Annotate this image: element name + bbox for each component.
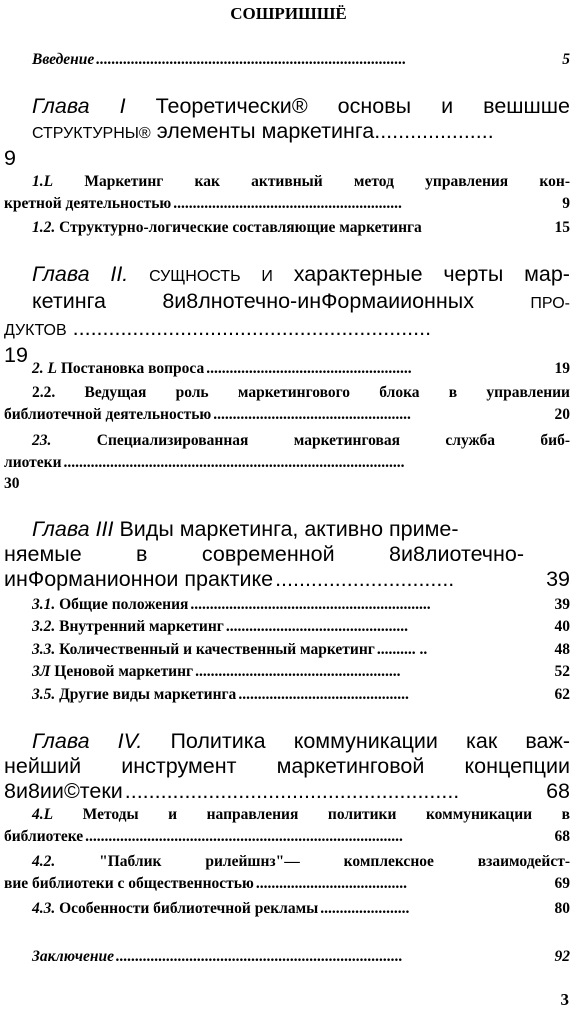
leader-dots: ..........................................................................: [116, 948, 403, 965]
chapter-page-number: 39: [546, 567, 570, 591]
section-line: 2.2. Ведущая роль маркетингового блока в управлении: [32, 384, 570, 401]
toc-page-number: 92: [554, 948, 570, 965]
leader-dots: ............................................: [238, 686, 409, 703]
toc-page-number: 30: [4, 475, 20, 492]
chapter-title-line: 8и8ии©теки ........................................................ 68: [4, 779, 570, 803]
toc-chapter-2: [4, 262, 570, 368]
leader-dots: ...................................................: [213, 405, 411, 423]
leader-dots: ...........................................................: [173, 194, 402, 212]
section-line: 4.L Методы и направления политики коммуникации в: [32, 806, 571, 823]
section-line: лиотеки ........................................................................................: [4, 452, 570, 474]
toc-section-4-2: [4, 851, 571, 894]
chapter-title-line: инФорманионнои практике .............................. 39: [4, 567, 570, 591]
toc-section-3-4: 3Л Ценовой маркетинг ..................................................... 52: [32, 661, 570, 683]
leader-dots: ..............................................................: [190, 596, 431, 613]
toc-section-3-3: 3.3. Количественный и качественный маркетинг .......... .. 48: [32, 639, 570, 661]
toc-entry-conclusion: [32, 946, 570, 968]
toc-page-number: 40: [554, 618, 570, 635]
toc-page-number: 69: [554, 874, 570, 892]
chapter-title-line: няемые в современной 8и8лиотечно-: [4, 542, 524, 566]
toc-page-number: 80: [554, 900, 570, 917]
leader-dots: .......... ..: [376, 641, 428, 658]
toc-section-1-2: 1.2. Структурно-логические составляющие маркетинга 15: [32, 217, 570, 239]
chapter-label: Глава III: [32, 517, 114, 541]
toc-chapter-3: [4, 517, 570, 592]
toc-entry-label: Заключение: [32, 948, 114, 965]
toc-entry-label: Введение: [32, 51, 95, 68]
toc-section-4-3: 4.3. Особенности библиотечной рекламы ....................... 80: [32, 898, 570, 920]
section-line: библиотечной деятельностью ................................................... 20: [4, 404, 570, 426]
toc-page-number: 68: [554, 827, 570, 845]
toc-page-number: 48: [554, 641, 570, 658]
section-line: 4.2. "Паблик рилейшнз"— комплексное взаимодейст-: [32, 853, 571, 870]
chapter-title-line: ДУКТОВ ............................................................: [4, 316, 432, 340]
toc-section-3-1: 3.1. Общие положения .............................................................. 39: [32, 594, 570, 616]
toc-chapter-1: [4, 94, 570, 171]
toc-entry-introduction: [32, 49, 570, 71]
chapter-label: Глава I: [32, 94, 126, 118]
chapter-title-line: кетинга 8и8лнотечно-инФормаиионных ПРО-: [32, 289, 570, 313]
chapter-title-line: Глава IV. Политика коммуникации как важ-: [32, 729, 570, 753]
toc-section-4-1: [4, 804, 571, 847]
toc-page-number: 62: [554, 686, 570, 703]
leader-dots: ...............................................: [225, 618, 408, 635]
chapter-page-number: 19: [4, 343, 28, 367]
section-line: кретной деятельностью ........................................................... 9: [4, 193, 570, 215]
chapter-label: Глава II.: [32, 262, 129, 286]
leader-dots: ........................................................................................: [63, 453, 405, 471]
chapter-title-line: Глава III Виды маркетинга, активно приме-: [32, 517, 459, 541]
toc-section-2-3: [4, 430, 570, 495]
chapter-title-line: нейший инструмент маркетинговой концепции: [4, 754, 570, 778]
toc-page-number: 20: [554, 405, 570, 423]
toc-page-number: 19: [554, 360, 570, 377]
chapter-page-number: 68: [546, 779, 570, 803]
leader-dots: ................................................................................: [96, 51, 407, 68]
toc-chapter-4: [4, 729, 570, 804]
leader-dots: .......................: [320, 900, 410, 917]
section-line: 23. Специализированная маркетинговая служба биб-: [32, 432, 570, 449]
chapter-title-line: СТРУКТУРНЫ® элементы маркетинга....................: [32, 119, 494, 143]
page-number: 3: [560, 990, 569, 1009]
toc-section-3-2: 3.2. Внутренний маркетинг ............................................... 40: [32, 616, 570, 638]
leader-dots: .......................................: [255, 874, 407, 892]
chapter-title-line: Глава I Теоретически® основы и вешшше: [32, 94, 570, 118]
page-title: СОШРИШШЁ: [230, 4, 347, 23]
toc-page-number: 52: [554, 663, 570, 680]
toc-section-2-1: 2. L Постановка вопроса ..................................................... 19: [32, 358, 570, 380]
toc-page-number: 39: [554, 596, 570, 613]
leader-dots: ..............................: [275, 567, 455, 591]
section-line: вие библиотеки с общественностью ....................................... 69: [4, 873, 570, 895]
toc-section-2-2: [4, 382, 570, 425]
toc-page-number: 5: [562, 51, 570, 68]
chapter-page-number: 9: [4, 146, 16, 170]
chapter-label: Глава IV.: [32, 729, 143, 753]
chapter-title-line: Глава II. СУЩНОСТЬ И характерные черты мар-: [32, 262, 570, 286]
leader-dots: ........................................................: [124, 779, 460, 803]
section-line: библиотеке .................................................................................. 68: [4, 826, 570, 848]
toc-section-3-5: 3.5. Другие виды маркетинга ............................................ 62: [32, 684, 570, 706]
toc-page-number: 15: [554, 219, 570, 236]
leader-dots: .....................................................: [206, 360, 412, 377]
section-line: 1.L Маркетинг как активный метод управления кон-: [32, 173, 571, 190]
toc-section-1-1: [4, 171, 571, 214]
toc-page-number: 9: [562, 194, 570, 212]
leader-dots: ..................................................................................: [85, 827, 403, 845]
leader-dots: .....................................................: [195, 663, 401, 680]
